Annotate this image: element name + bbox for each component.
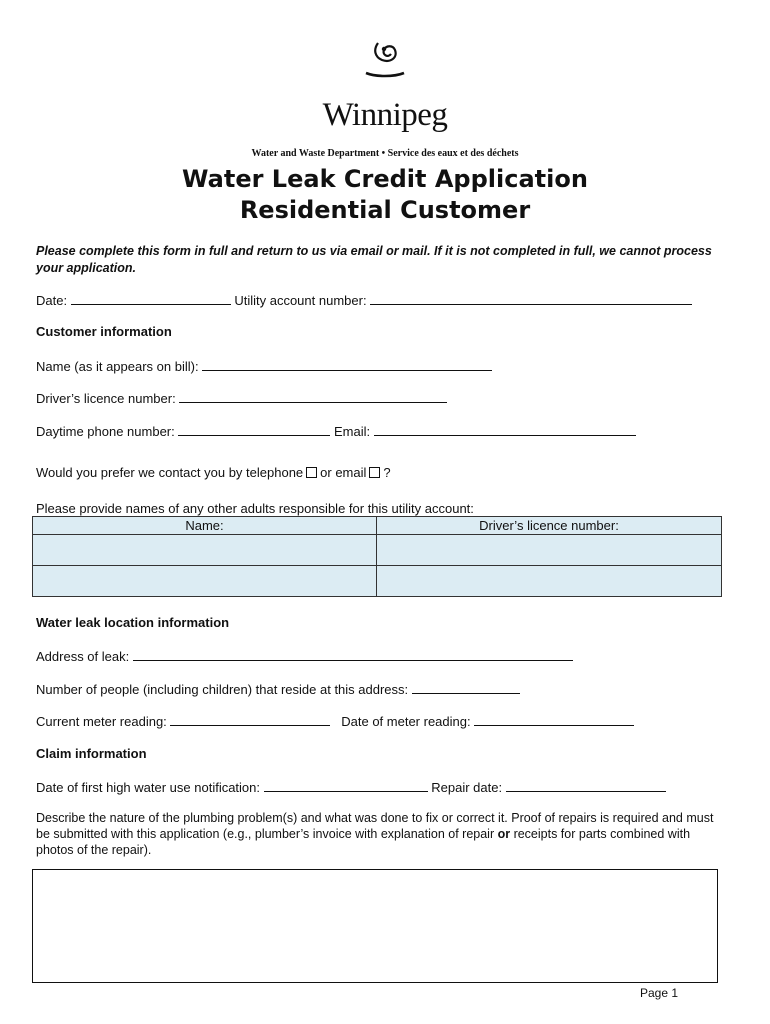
- utility-account-field[interactable]: [370, 292, 692, 305]
- adult-licence-cell[interactable]: [377, 535, 722, 566]
- meter-reading-field[interactable]: [170, 713, 330, 726]
- meter-date-field[interactable]: [474, 713, 634, 726]
- contact-pref-text-a: Would you prefer we contact you by telephone: [36, 465, 304, 480]
- email-checkbox[interactable]: [369, 467, 380, 478]
- section-claim-information: Claim information: [36, 746, 147, 761]
- form-title: Water Leak Credit Application: [182, 165, 588, 193]
- people-row: [36, 681, 520, 697]
- column-header-licence: Driver’s licence number:: [377, 517, 722, 535]
- address-row: [36, 648, 573, 664]
- description-text-2: receipts for parts combined with photos of the repair).: [36, 827, 691, 857]
- description-instructions: [36, 810, 730, 858]
- email-label: Email:: [334, 424, 371, 439]
- contact-pref-text-c: ?: [383, 465, 391, 480]
- claim-dates-row: [36, 779, 666, 795]
- repair-date-field[interactable]: [506, 779, 666, 792]
- meter-row: [36, 713, 634, 729]
- table-header-row: [33, 517, 722, 535]
- licence-row: [36, 390, 447, 406]
- repair-date-label: Repair date:: [431, 780, 503, 795]
- phone-email-row: [36, 423, 636, 439]
- email-field[interactable]: [374, 423, 636, 436]
- address-label: Address of leak:: [36, 649, 130, 664]
- description-textbox[interactable]: [32, 869, 718, 983]
- winnipeg-logo-emblem-icon: [360, 40, 410, 96]
- people-label: Number of people (including children) that reside at this address:: [36, 682, 409, 697]
- adult-licence-cell[interactable]: [377, 566, 722, 597]
- adult-name-cell[interactable]: [33, 566, 377, 597]
- logo-wordmark: Winnipeg: [322, 97, 448, 133]
- address-field[interactable]: [133, 648, 573, 661]
- phone-field[interactable]: [178, 423, 330, 436]
- adult-name-cell[interactable]: [33, 535, 377, 566]
- contact-preference-row: [36, 465, 391, 480]
- date-field[interactable]: [71, 292, 231, 305]
- table-row: [33, 566, 722, 597]
- contact-pref-text-b: or email: [320, 465, 367, 480]
- description-emphasis: or: [497, 827, 511, 841]
- other-adults-label: Please provide names of any other adults responsible for this utility account:: [36, 501, 474, 516]
- other-adults-table: [32, 516, 722, 597]
- notification-field[interactable]: [264, 779, 428, 792]
- phone-label: Daytime phone number:: [36, 424, 175, 439]
- instructions: Please complete this form in full and return to us via email or mail. If it is not completed in full, we cannot process your application.: [36, 244, 712, 275]
- department-line: Water and Waste Department • Service des eaux et des déchets: [251, 148, 519, 159]
- licence-label: Driver’s licence number:: [36, 391, 176, 406]
- name-row: [36, 358, 492, 374]
- description-text-1: Describe the nature of the plumbing problem(s) and what was done to fix or correct it. Proof of repairs is required and must be submitted with this application (e.g., plumber’s invoice with explanation of repair: [36, 811, 714, 841]
- telephone-checkbox[interactable]: [306, 467, 317, 478]
- licence-field[interactable]: [179, 390, 447, 403]
- winnipeg-logo: [310, 40, 460, 140]
- utility-account-label: Utility account number:: [234, 293, 367, 308]
- people-field[interactable]: [412, 681, 520, 694]
- column-header-name: Name:: [33, 517, 377, 535]
- date-account-row: [36, 292, 692, 308]
- section-leak-location: Water leak location information: [36, 615, 230, 630]
- notification-label: Date of first high water use notification:: [36, 780, 261, 795]
- meter-reading-label: Current meter reading:: [36, 714, 167, 729]
- table-row: [33, 535, 722, 566]
- meter-date-label: Date of meter reading:: [341, 714, 471, 729]
- page-number: Page 1: [640, 986, 679, 1000]
- name-label: Name (as it appears on bill):: [36, 359, 199, 374]
- name-field[interactable]: [202, 358, 492, 371]
- form-subtitle: Residential Customer: [239, 196, 531, 224]
- date-label: Date:: [36, 293, 68, 308]
- section-customer-information: Customer information: [36, 324, 172, 339]
